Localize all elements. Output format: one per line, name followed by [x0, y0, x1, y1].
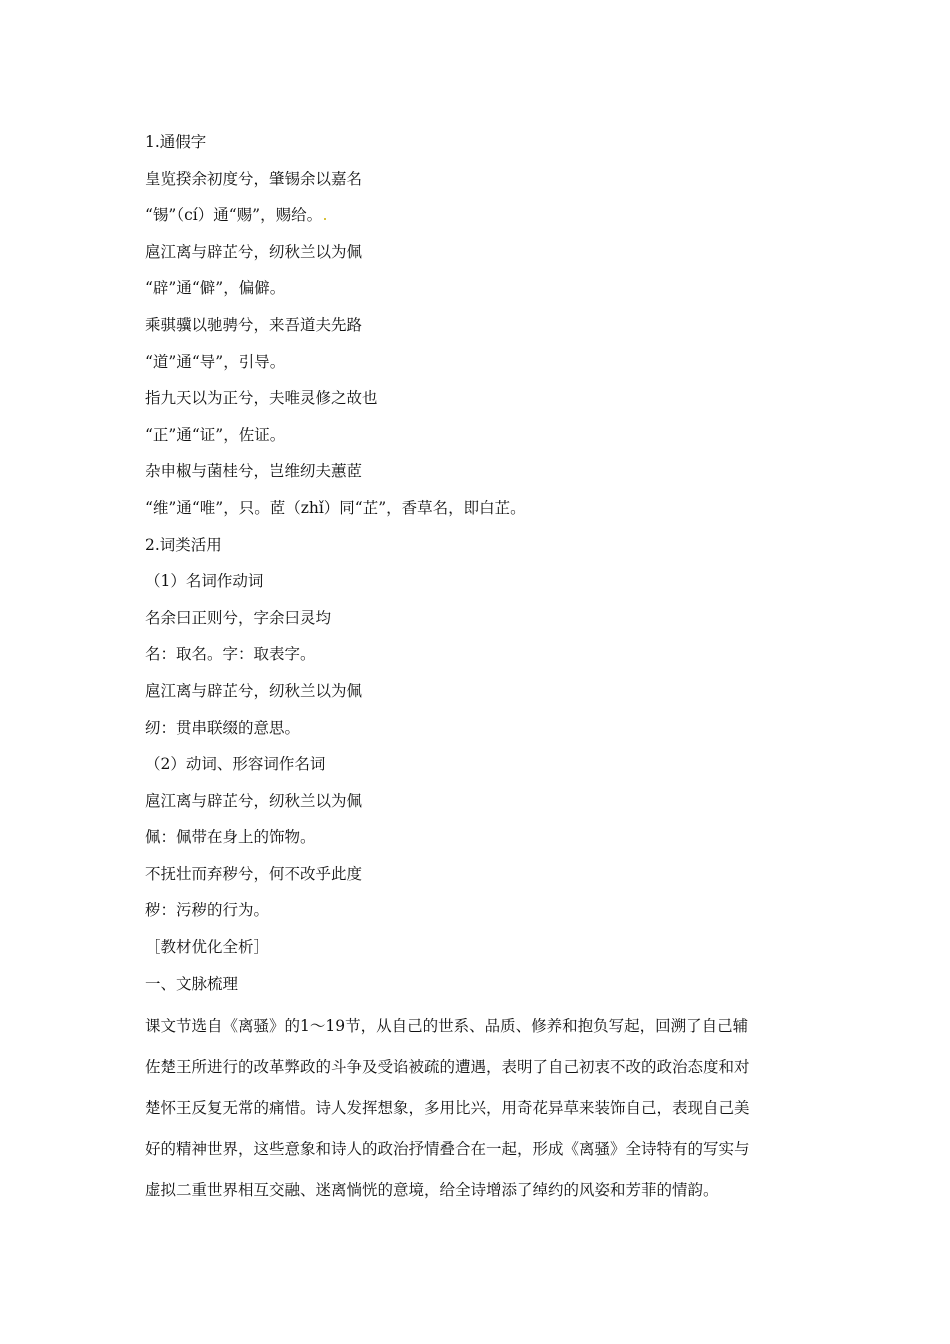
section-title: ［教材优化全析］: [145, 938, 270, 957]
heading-tongjiazi: 1.通假字: [145, 133, 207, 151]
document-page: [145, 124, 810, 1211]
poem-line: 名余曰正则兮，字余曰灵均: [145, 608, 332, 627]
annotation-line: “正”通“证”，佐证。: [145, 425, 286, 444]
heading-cileihuoyong: 2.词类活用: [145, 535, 222, 554]
poem-line: 扈江离与辟芷兮，纫秋兰以为佩: [145, 791, 363, 810]
poem-line: 扈江离与辟芷兮，纫秋兰以为佩: [145, 242, 363, 261]
poem-line: 指九天以为正兮，夫唯灵修之故也: [145, 389, 378, 408]
paragraph-row: 好的精神世界，这些意象和诗人的政治抒情叠合在一起，形成《离骚》全诗特有的写实与: [145, 1140, 750, 1159]
paragraph-row: 课文节选自《离骚》的1～19节，从自己的世系、品质、修养和抱负写起，回溯了自己辅: [145, 1017, 749, 1036]
annotation-line: 名：取名。字：取表字。: [145, 645, 316, 664]
subheading: （1）名词作动词: [145, 572, 264, 591]
poem-line: 杂申椒与菌桂兮，岂维纫夫蕙茝: [145, 462, 363, 481]
mark-dot: [324, 218, 326, 220]
section-heading: 一、文脉梳理: [145, 974, 239, 993]
paragraph-row: 佐楚王所进行的改革弊政的斗争及受谄被疏的遭遇，表明了自己初衷不改的政治态度和对: [145, 1058, 750, 1077]
annotation-line: “锡”（cí）通“赐”，赐给。: [145, 197, 810, 234]
annotation-line: 纫：贯串联缀的意思。: [145, 718, 301, 737]
subheading: （2）动词、形容词作名词: [145, 755, 326, 774]
annotation-line: “维”通“唯”，只。茝（zhǐ）同“芷”，香草名，即白芷。: [145, 498, 526, 517]
poem-line: 扈江离与辟芷兮，纫秋兰以为佩: [145, 681, 363, 700]
poem-line: 皇览揆余初度兮，肇锡余以嘉名: [145, 169, 363, 188]
annotation-line: “道”通“导”，引导。: [145, 352, 286, 371]
annotation-line: “辟”通“僻”，偏僻。: [145, 279, 286, 298]
poem-line: 乘骐骥以驰骋兮，来吾道夫先路: [145, 315, 363, 334]
annotation-line: 佩：佩带在身上的饰物。: [145, 828, 316, 847]
paragraph-row: 楚怀王反复无常的痛惜。诗人发挥想象，多用比兴，用奇花异草来装饰自己，表现自己美: [145, 1099, 750, 1118]
poem-line: 不抚壮而弃秽兮，何不改乎此度: [145, 864, 363, 883]
paragraph-row: 虚拟二重世界相互交融、迷离惝恍的意境，给全诗增添了绰约的风姿和芳菲的情韵。: [145, 1181, 719, 1200]
annotation-line: 秽：污秽的行为。: [145, 901, 270, 920]
body-paragraph: [145, 1006, 810, 1211]
